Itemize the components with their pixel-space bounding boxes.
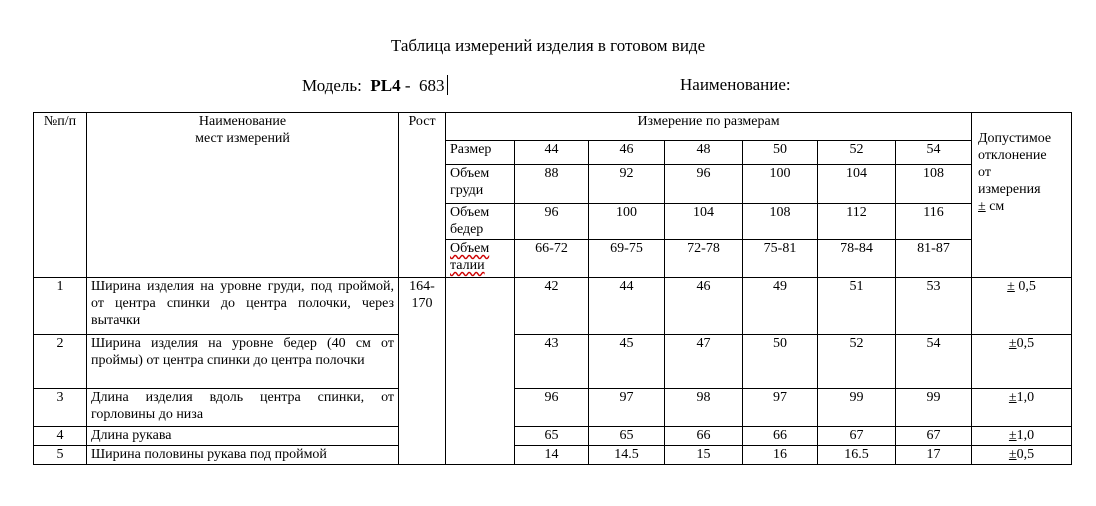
value-cell: 66	[743, 427, 818, 446]
value-cell: 47	[665, 335, 743, 389]
value-cell: 96	[515, 389, 589, 427]
size-cell: 54	[896, 141, 972, 165]
value-cell: 52	[818, 335, 896, 389]
model-code: PL4	[370, 76, 401, 95]
tolerance-cell	[972, 278, 1072, 335]
value-cell: 65	[589, 427, 665, 446]
chest-cell: 96	[665, 165, 743, 204]
measurements-table	[33, 112, 1072, 465]
name-label: Наименование:	[680, 75, 791, 94]
tolerance-value: 1,0	[1016, 390, 1035, 405]
value-cell: 54	[896, 335, 972, 389]
value-cell: 50	[743, 335, 818, 389]
waist-row-label: Объем талии	[446, 240, 515, 278]
value-cell: 51	[818, 278, 896, 335]
value-cell: 17	[896, 446, 972, 465]
value-cell: 99	[818, 389, 896, 427]
value-cell: 16.5	[818, 446, 896, 465]
tolerance-value: 0,5	[1016, 447, 1035, 462]
empty-cell	[446, 278, 515, 465]
hips-cell: 112	[818, 204, 896, 240]
row-name: Длина изделия вдоль центра спинки, от горловины до низа	[87, 389, 399, 427]
value-cell: 14.5	[589, 446, 665, 465]
hips-cell: 104	[665, 204, 743, 240]
plus-minus-sign: ±	[1008, 390, 1017, 405]
value-cell: 53	[896, 278, 972, 335]
value-cell: 98	[665, 389, 743, 427]
value-cell: 16	[743, 446, 818, 465]
row-name: Ширина изделия на уровне бедер (40 см от проймы) от центра спинки до центра полочки	[87, 335, 399, 389]
hips-cell: 96	[515, 204, 589, 240]
header-tolerance-text: Допустимое отклонение от измерения ± см	[978, 131, 1052, 214]
size-cell: 44	[515, 141, 589, 165]
value-cell: 43	[515, 335, 589, 389]
tolerance-value: 1,0	[1016, 428, 1035, 443]
value-cell: 67	[896, 427, 972, 446]
header-tolerance	[972, 113, 1072, 278]
tolerance-cell	[972, 446, 1072, 465]
table-row	[34, 446, 1072, 465]
size-cell: 48	[665, 141, 743, 165]
row-name: Ширина половины рукава под проймой	[87, 446, 399, 465]
waist-cell: 81-87	[896, 240, 972, 278]
document-title: Таблица измерений изделия в готовом виде	[390, 36, 706, 55]
model-line	[302, 75, 448, 96]
header-no: №п/п	[34, 113, 87, 278]
tolerance-cell	[972, 389, 1072, 427]
chest-cell: 88	[515, 165, 589, 204]
hips-cell: 108	[743, 204, 818, 240]
text-cursor	[447, 75, 449, 95]
model-label: Модель:	[302, 76, 362, 95]
header-sizes: Измерение по размерам	[446, 113, 972, 141]
value-cell: 97	[743, 389, 818, 427]
row-name: Длина рукава	[87, 427, 399, 446]
row-no: 3	[34, 389, 87, 427]
row-no: 1	[34, 278, 87, 335]
plus-minus-sign: ±	[1008, 447, 1017, 462]
row-name: Ширина изделия на уровне груди, под проймой, от центра спинки до центра полочки, через вытачки	[87, 278, 399, 335]
hips-cell: 116	[896, 204, 972, 240]
chest-cell: 92	[589, 165, 665, 204]
waist-cell: 72-78	[665, 240, 743, 278]
value-cell: 15	[665, 446, 743, 465]
value-cell: 66	[665, 427, 743, 446]
waist-cell: 66-72	[515, 240, 589, 278]
value-cell: 49	[743, 278, 818, 335]
size-row-label: Размер	[446, 141, 515, 165]
row-no: 4	[34, 427, 87, 446]
plus-minus-sign: ±	[1008, 336, 1017, 351]
size-cell: 52	[818, 141, 896, 165]
waist-cell: 75-81	[743, 240, 818, 278]
table-row	[34, 278, 1072, 335]
header-height: Рост	[399, 113, 446, 278]
row-no: 2	[34, 335, 87, 389]
value-cell: 14	[515, 446, 589, 465]
value-cell: 99	[896, 389, 972, 427]
chest-cell: 104	[818, 165, 896, 204]
row-no: 5	[34, 446, 87, 465]
chest-row-label: Объем груди	[446, 165, 515, 204]
tolerance-value: 0,5	[1014, 279, 1036, 294]
size-cell: 46	[589, 141, 665, 165]
value-cell: 42	[515, 278, 589, 335]
size-cell: 50	[743, 141, 818, 165]
plus-minus-sign: ±	[978, 199, 986, 214]
waist-cell: 69-75	[589, 240, 665, 278]
table-row	[34, 427, 1072, 446]
chest-cell: 100	[743, 165, 818, 204]
header-name: Наименование мест измерений	[87, 113, 399, 278]
model-separator: -	[404, 76, 411, 95]
tolerance-cell	[972, 427, 1072, 446]
model-number: 683	[419, 76, 445, 95]
table-row	[34, 335, 1072, 389]
plus-minus-sign: ±	[1007, 279, 1015, 294]
chest-cell: 108	[896, 165, 972, 204]
table-row	[34, 389, 1072, 427]
hips-cell: 100	[589, 204, 665, 240]
tolerance-cell	[972, 335, 1072, 389]
value-cell: 46	[665, 278, 743, 335]
hips-row-label: Объем бедер	[446, 204, 515, 240]
plus-minus-sign: ±	[1008, 428, 1017, 443]
value-cell: 44	[589, 278, 665, 335]
height-cell: 164- 170	[399, 278, 446, 465]
value-cell: 67	[818, 427, 896, 446]
waist-cell: 78-84	[818, 240, 896, 278]
value-cell: 97	[589, 389, 665, 427]
value-cell: 45	[589, 335, 665, 389]
tolerance-value: 0,5	[1016, 336, 1035, 351]
value-cell: 65	[515, 427, 589, 446]
